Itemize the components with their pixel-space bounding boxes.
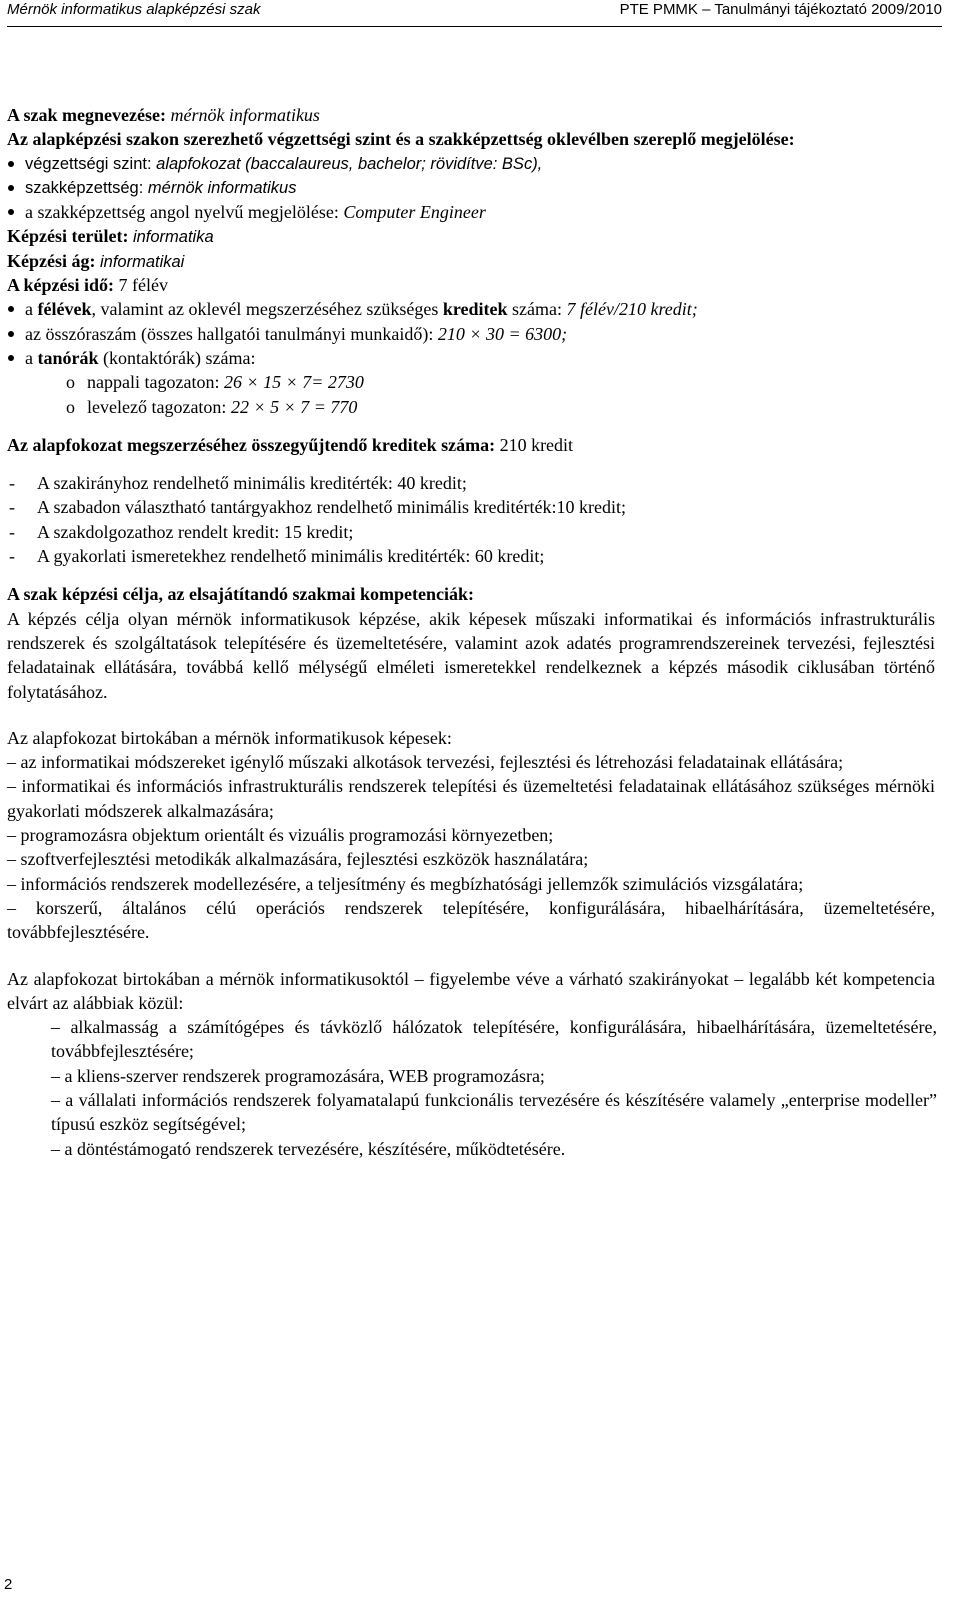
training-duration: A képzési idő: 7 félév [7,275,168,296]
training-field: Képzési terület: informatika [7,226,214,247]
credits-heading: Az alapfokozat megszerzéséhez összegyűjtendő kreditek száma: 210 kredit [7,434,574,455]
running-header [7,0,942,27]
credit-item: - A gyakorlati ismeretekhez rendelhető minimális kreditérték: 60 kredit; [9,546,545,567]
contact-hours-item: o nappali tagozaton: 26 × 15 × 7= 2730 [66,372,364,393]
abilities-intro: Az alapfokozat birtokában a mérnök informatikusok képesek: [7,727,452,748]
goal-paragraph: A képzés célja olyan mérnök informatikusok képzése, akik képesek műszaki informatikai és információs infrastrukturális rendszerek és szolgáltatások telepítésére és üzemeltetésére, valamint azok adatés programrendszereinek tervezési, fejlesztési feladatainak ellátására, továbbá kellő mélységű elméleti ismeretekkel rendelkeznek a képzés második ciklusában történő folytatásához. [7,608,935,702]
degree-item: a szakképzettség angol nyelvű megjelölése: Computer Engineer [7,200,937,224]
degree-heading: Az alapképzési szakon szerezhető végzettségi szint és a szakképzettség oklevélben szereplő megjelölése: [7,129,795,150]
expected-item: – a döntéstámogató rendszerek tervezésére, készítésére, működtetésére. [51,1138,566,1159]
goal-heading: A szak képzési célja, az elsajátítandó szakmai kompetenciák: [7,584,474,605]
ability-item: – informatikai és információs infrastrukturális rendszerek telepítési és üzemeltetési feladatainak ellátásához szükséges mérnöki gyakorlati módszerek alkalmazására; [7,776,935,821]
page-number: 2 [4,1576,13,1593]
header-right: PTE PMMK – Tanulmányi tájékoztató 2009/2010 [619,1,942,18]
credit-item: - A szakdolgozathoz rendelt kredit: 15 kredit; [9,521,354,542]
ability-item: – az informatikai módszereket igénylő műszaki alkotások tervezési, fejlesztési és létrehozási feladatainak ellátására; [7,752,844,773]
header-left: Mérnök informatikus alapképzési szak [7,1,261,18]
ability-item: – információs rendszerek modellezésére, a teljesítmény és megbízhatósági jellemzők szimulációs vizsgálatára; [7,873,804,894]
credit-item: - A szabadon választható tantárgyakhoz rendelhető minimális kreditérték:10 kredit; [9,497,626,518]
ability-item: – programozásra objektum orientált és vizuális programozási környezetben; [7,825,554,846]
contact-hours-item: o levelező tagozaton: 22 × 5 × 7 = 770 [66,396,358,417]
expected-item: – alkalmasság a számítógépes és távközlő hálózatok telepítésére, konfigurálására, hibaelhárítására, üzemeltetésére, továbbfejlesztésére; [51,1017,937,1062]
ability-item: – korszerű, általános célú operációs rendszerek telepítésére, konfigurálására, hibaelhárítására, üzemeltetésére, továbbfejlesztésére. [7,897,936,943]
duration-item: az összóraszám (összes hallgatói tanulmányi munkaidő): 210 × 30 = 6300; [7,322,937,346]
duration-item: a félévek, valamint az oklevél megszerzéséhez szükséges kreditek száma: 7 félév/210 kredit; [7,297,937,321]
expected-item: – a kliens-szerver rendszerek programozására, WEB programozásra; [51,1065,545,1086]
program-name: A szak megnevezése: mérnök informatikus [7,105,320,125]
degree-item: szakképzettség: mérnök informatikus [7,176,937,200]
training-branch: Képzési ág: informatikai [7,250,185,271]
duration-item: a tanórák (kontaktórák) száma: [7,346,937,370]
degree-item: végzettségi szint: alapfokozat (baccalaureus, bachelor; rövidítve: BSc), [7,152,937,176]
ability-item: – szoftverfejlesztési metodikák alkalmazására, fejlesztési eszközök használatára; [7,849,589,870]
expected-item: – a vállalati információs rendszerek folyamatalapú funkcionális tervezésére és készítésére valamely „enterprise modeller” típusú eszköz segítségével; [51,1089,938,1135]
credit-item: - A szakirányhoz rendelhető minimális kreditérték: 40 kredit; [9,473,467,494]
expected-intro: Az alapfokozat birtokában a mérnök informatikusoktól – figyelembe véve a várható szakirányokat – legalább két kompetencia elvárt az alábbiak közül: [7,968,935,1013]
page-content [7,103,937,1161]
